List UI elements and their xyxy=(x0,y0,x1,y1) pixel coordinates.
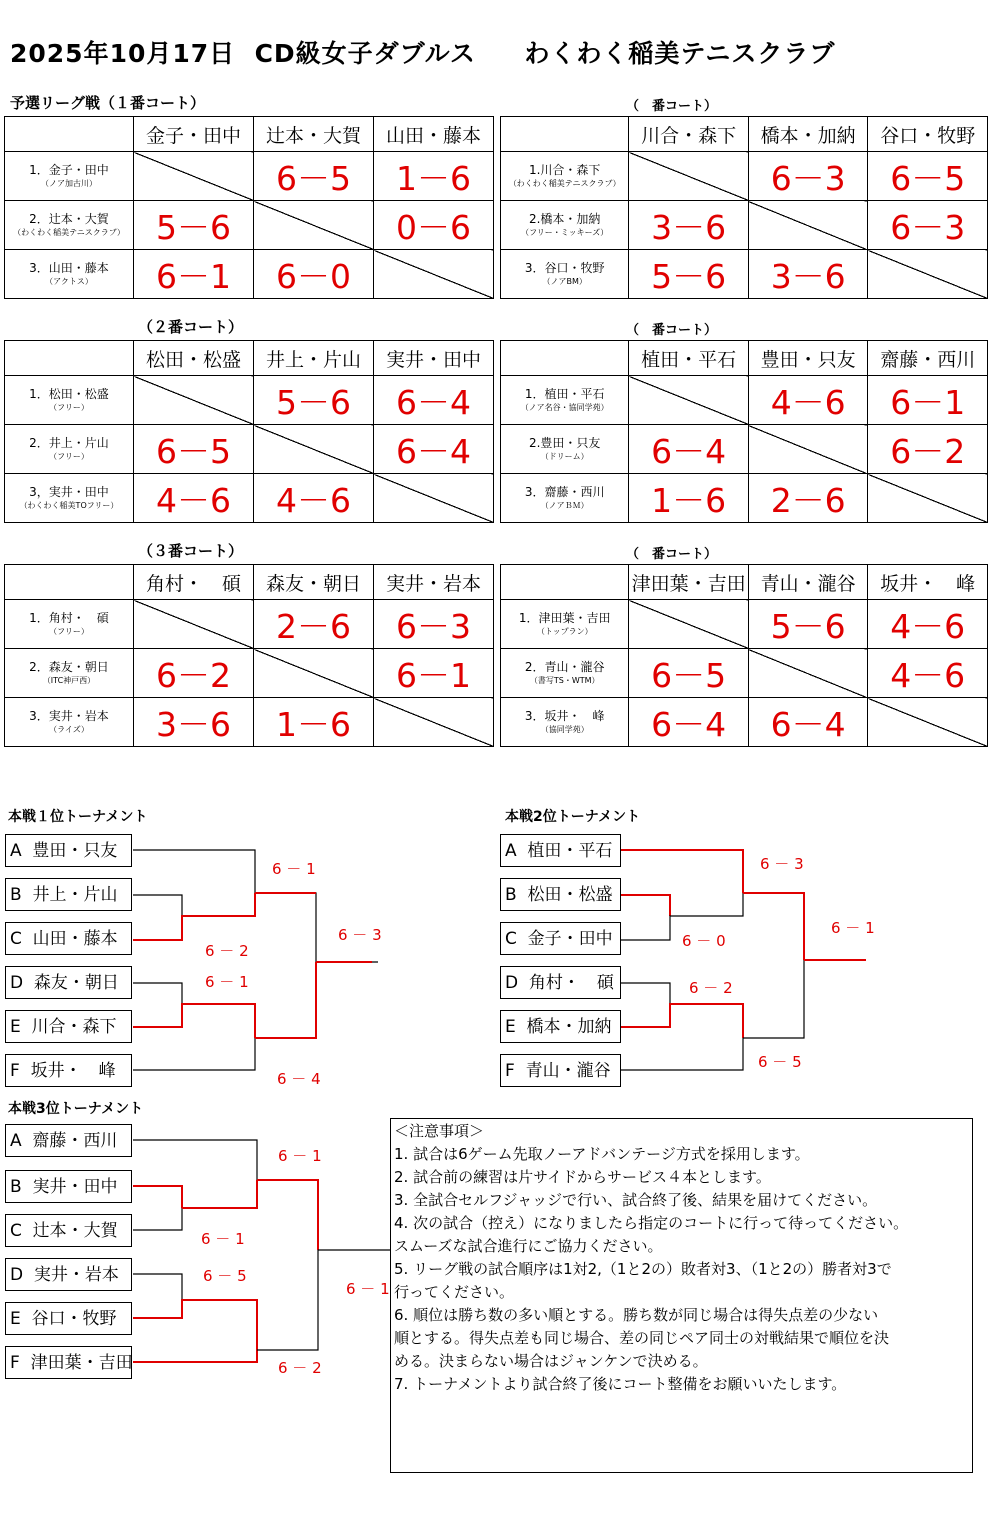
header-player: 実井・田中 xyxy=(374,341,494,376)
row-name: 1．金子・田中 xyxy=(29,163,109,177)
header-player: 松田・松盛 xyxy=(134,341,254,376)
row-affiliation: （フリー） xyxy=(49,627,89,636)
match-result: 6 － 4 xyxy=(277,1070,321,1088)
tournament-entry: D 森友・朝日 xyxy=(5,966,132,999)
score-cell: 6－3 xyxy=(868,201,988,250)
score-cell: 6－4 xyxy=(374,376,494,425)
tournament-entry: C 辻本・大賀 xyxy=(5,1214,132,1247)
row-name: 2．井上・片山 xyxy=(29,436,109,450)
score-cell: 5－6 xyxy=(748,600,867,649)
league-label-court-f: （ 番コート） xyxy=(626,547,718,562)
row-affiliation: （フリー・ミッキーズ） xyxy=(521,228,609,237)
note-item: 7. トーナメントより試合終了後にコート整備をお願いいたします。 xyxy=(394,1375,847,1393)
note-item: 1. 試合は6ゲーム先取ノーアドバンテージ方式を採用します。 xyxy=(394,1145,810,1163)
row-name: 2.橋本・加納 xyxy=(528,212,601,226)
tournament-entry: E 橋本・加納 xyxy=(500,1010,621,1043)
row-name: 2.豊田・只友 xyxy=(528,436,601,450)
header-player: 植田・平石 xyxy=(629,341,749,376)
score-cell: 4－6 xyxy=(868,649,988,698)
row-name: 3．齋藤・西川 xyxy=(524,485,605,499)
score-cell: 6－5 xyxy=(134,425,254,474)
row-affiliation: （フリー） xyxy=(49,452,89,461)
score-cell: 1－6 xyxy=(254,698,374,747)
row-affiliation: （アクトス） xyxy=(45,277,93,286)
row-affiliation: （ノアＢＭ） xyxy=(540,501,589,510)
tournament-entry: C 金子・田中 xyxy=(500,922,621,955)
row-name: 2．森友・朝日 xyxy=(29,660,109,674)
score-cell: 6－4 xyxy=(748,698,867,747)
score-cell: 6－4 xyxy=(629,698,748,747)
header-player: 川合・森下 xyxy=(629,117,749,152)
score-cell: 2－6 xyxy=(748,474,868,523)
row-name: 2．辻本・大賀 xyxy=(29,212,109,226)
match-result: 6 － 1 xyxy=(278,1147,322,1165)
header-player: 橋本・加納 xyxy=(748,117,868,152)
score-cell: 6－3 xyxy=(374,600,494,649)
header-player: 青山・瀧谷 xyxy=(748,565,867,600)
row-affiliation: （ノア加古川） xyxy=(41,179,97,188)
header-player: 津田葉・吉田 xyxy=(629,565,748,600)
score-cell: 6－4 xyxy=(374,425,494,474)
note-item: 5. リーグ戦の試合順序は1対2,（1と2の）敗者対3、（1と2の）勝者対3で xyxy=(394,1260,892,1278)
notes-box xyxy=(390,1118,973,1473)
match-result: 6 － 2 xyxy=(689,979,733,997)
score-cell: 6－4 xyxy=(629,425,749,474)
tournament-entry: B 松田・松盛 xyxy=(500,878,621,911)
league-label-court-b: （ 番コート） xyxy=(626,99,718,114)
score-cell: 4－6 xyxy=(134,474,254,523)
score-cell: 6－0 xyxy=(254,250,374,299)
tournament-entry: A 齋藤・西川 xyxy=(5,1124,132,1157)
tournament-entry: F 青山・瀧谷 xyxy=(500,1054,621,1087)
match-result: 6 － 0 xyxy=(682,932,726,950)
score-cell: 4－6 xyxy=(254,474,374,523)
row-affiliation: （わくわく稲美テニスクラブ） xyxy=(508,179,621,188)
row-name: 3，実井・田中 xyxy=(29,485,109,499)
row-name: 3．坂井・ 峰 xyxy=(524,709,605,723)
tournament-entry: E 川合・森下 xyxy=(5,1010,132,1043)
score-cell: 5－6 xyxy=(254,376,374,425)
match-result: 6 － 1 xyxy=(831,919,875,937)
score-cell: 4－6 xyxy=(748,376,868,425)
score-cell: 3－6 xyxy=(134,698,254,747)
tournament-entry: A 植田・平石 xyxy=(500,834,621,867)
row-affiliation: （ドリーム） xyxy=(540,452,589,461)
header-player: 実井・岩本 xyxy=(374,565,494,600)
match-result: 6 － 1 xyxy=(272,860,316,878)
note-item: 行ってください。 xyxy=(394,1283,515,1301)
header-player: 谷口・牧野 xyxy=(868,117,988,152)
row-affiliation: （ノア名谷・協同学苑） xyxy=(520,403,609,412)
match-result: 6 － 3 xyxy=(338,926,382,944)
row-affiliation: （書写TS・WTM） xyxy=(529,676,600,685)
tournament-entry: A 豊田・只友 xyxy=(5,834,132,867)
header-player: 豊田・只友 xyxy=(748,341,868,376)
header-player: 齋藤・西川 xyxy=(868,341,988,376)
row-name: 3．谷口・牧野 xyxy=(524,261,605,275)
row-affiliation: （ノアBM） xyxy=(542,277,587,286)
row-affiliation: （トップラン） xyxy=(536,627,593,636)
match-result: 6 － 1 xyxy=(205,973,249,991)
tournament-entry: B 実井・田中 xyxy=(5,1170,132,1203)
header-player: 角村・ 碩 xyxy=(134,565,254,600)
score-cell: 6－2 xyxy=(134,649,254,698)
row-name: 1.川合・森下 xyxy=(528,163,601,177)
tournament-2-label: 本戦2位トーナメント xyxy=(505,809,641,825)
row-affiliation: （わくわく稲美TOフリー） xyxy=(19,501,119,510)
header-player: 山田・藤本 xyxy=(374,117,494,152)
league-label-court3: （３番コート） xyxy=(138,542,244,560)
match-result: 6 － 5 xyxy=(203,1267,247,1285)
note-item: スムーズな試合進行にご協力ください。 xyxy=(394,1237,663,1255)
row-name: 3．山田・藤本 xyxy=(29,261,109,275)
tournament-entry: B 井上・片山 xyxy=(5,878,132,911)
row-affiliation: （ライズ） xyxy=(49,725,89,734)
tournament-3-label: 本戦3位トーナメント xyxy=(8,1101,144,1117)
score-cell: 6－5 xyxy=(629,649,748,698)
tournament-entry: D 実井・岩本 xyxy=(5,1258,132,1291)
score-cell: 6－1 xyxy=(374,649,494,698)
score-cell: 6－5 xyxy=(868,152,988,201)
row-name: 1．角村・ 碩 xyxy=(29,611,109,625)
header-player: 金子・田中 xyxy=(134,117,254,152)
note-item: 3. 全試合セルフジャッジで行い、試合終了後、結果を届けてください。 xyxy=(394,1191,878,1209)
note-item: 2. 試合前の練習は片サイドからサービス４本とします。 xyxy=(394,1168,771,1186)
score-cell: 4－6 xyxy=(868,600,988,649)
page-title: 2025年10月17日 CD級女子ダブルス わくわく稲美テニスクラブ xyxy=(10,39,836,68)
note-item: 順とする。得失点差も同じ場合、差の同じペア同士の対戦結果で順位を決 xyxy=(394,1329,890,1347)
league-label-court-d: （ 番コート） xyxy=(626,323,718,338)
row-name: 1．植田・平石 xyxy=(524,387,605,401)
row-name: 3．実井・岩本 xyxy=(29,709,109,723)
header-player: 森友・朝日 xyxy=(254,565,374,600)
score-cell: 1－6 xyxy=(374,152,494,201)
score-cell: 6－2 xyxy=(868,425,988,474)
header-player: 坂井・ 峰 xyxy=(868,565,988,600)
note-item: 6. 順位は勝ち数の多い順とする。勝ち数が同じ場合は得失点差の少ない xyxy=(394,1306,879,1324)
tournament-1-label: 本戦１位トーナメント xyxy=(8,809,148,825)
notes-heading: ＜注意事項＞ xyxy=(394,1122,485,1140)
score-cell: 2－6 xyxy=(254,600,374,649)
tournament-entry: E 谷口・牧野 xyxy=(5,1302,132,1335)
league-label-court1: 予選リーグ戦（１番コート） xyxy=(10,94,206,112)
row-name: 2．青山・瀧谷 xyxy=(524,660,605,674)
score-cell: 6－1 xyxy=(134,250,254,299)
tournament-entry: D 角村・ 碩 xyxy=(500,966,621,999)
score-cell: 1－6 xyxy=(629,474,749,523)
score-cell: 3－6 xyxy=(629,201,749,250)
score-cell: 6－3 xyxy=(748,152,868,201)
row-name: 1．松田・松盛 xyxy=(29,387,109,401)
match-result: 6 － 3 xyxy=(760,855,804,873)
tournament-entry: F 津田葉・吉田 xyxy=(5,1346,132,1379)
header-player: 井上・片山 xyxy=(254,341,374,376)
tournament-entry: C 山田・藤本 xyxy=(5,922,132,955)
header-player: 辻本・大賀 xyxy=(254,117,374,152)
match-result: 6 － 2 xyxy=(205,942,249,960)
row-affiliation: （協同学苑） xyxy=(540,725,589,734)
row-affiliation: （ITC神戸西） xyxy=(42,676,96,685)
note-item: める。決まらない場合はジャンケンで決める。 xyxy=(394,1352,708,1370)
score-cell: 6－5 xyxy=(254,152,374,201)
score-cell: 0－6 xyxy=(374,201,494,250)
score-cell: 6－1 xyxy=(868,376,988,425)
row-name: 1．津田葉・吉田 xyxy=(518,611,611,625)
score-cell: 5－6 xyxy=(134,201,254,250)
match-result: 6 － 2 xyxy=(278,1359,322,1377)
row-affiliation: （フリー） xyxy=(49,403,89,412)
row-affiliation: （わくわく稲美テニスクラブ） xyxy=(13,228,125,237)
score-cell: 5－6 xyxy=(629,250,749,299)
league-label-court2: （２番コート） xyxy=(138,318,244,336)
tournament-entry: F 坂井・ 峰 xyxy=(5,1054,132,1087)
match-result: 6 － 1 xyxy=(346,1280,390,1298)
score-cell: 3－6 xyxy=(748,250,868,299)
note-item: 4. 次の試合（控え）になりましたら指定のコートに行って待ってください。 xyxy=(394,1214,909,1232)
match-result: 6 － 5 xyxy=(758,1053,802,1071)
match-result: 6 － 1 xyxy=(201,1230,245,1248)
